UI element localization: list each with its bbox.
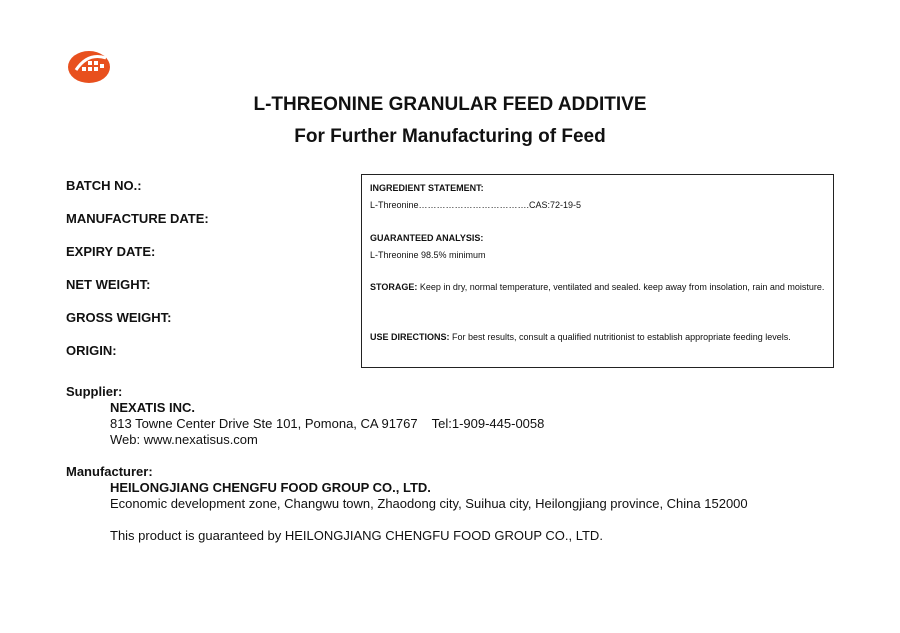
info-box xyxy=(361,174,834,368)
storage-label: STORAGE: xyxy=(370,282,418,292)
guarantee-statement: This product is guaranteed by HEILONGJIANG CHENGFU FOOD GROUP CO., LTD. xyxy=(110,528,603,543)
company-logo-icon xyxy=(66,46,114,86)
expiry-date-label: EXPIRY DATE: xyxy=(66,244,156,259)
batch-no-label: BATCH NO.: xyxy=(66,178,142,193)
manufacturer-name: HEILONGJIANG CHENGFU FOOD GROUP CO., LTD. xyxy=(110,480,431,495)
page-subtitle: For Further Manufacturing of Feed xyxy=(294,126,606,147)
directions-text: For best results, consult a qualified nutritionist to establish appropriate feeding levels. xyxy=(452,332,791,342)
supplier-tel: Tel:1-909-445-0058 xyxy=(431,416,545,431)
manufacturer-heading: Manufacturer: xyxy=(66,464,153,479)
ingredient-line: L-Threonine……………………………….CAS:72-19-5 xyxy=(370,200,582,210)
storage-text: Keep in dry, normal temperature, ventilated and sealed. keep away from insolation, rain and moisture. xyxy=(419,282,825,292)
supplier-address: 813 Towne Center Drive Ste 101, Pomona, CA 91767 xyxy=(110,416,418,431)
origin-label: ORIGIN: xyxy=(66,343,117,358)
manufacturer-address: Economic development zone, Changwu town, Zhaodong city, Suihua city, Heilongjiang province, China 152000 xyxy=(110,496,748,511)
supplier-name: NEXATIS INC. xyxy=(110,400,195,415)
directions-block xyxy=(370,329,825,345)
supplier-heading: Supplier: xyxy=(66,384,123,399)
gross-weight-label: GROSS WEIGHT: xyxy=(66,310,172,325)
ingredient-heading: INGREDIENT STATEMENT: xyxy=(370,183,484,193)
directions-label: USE DIRECTIONS: xyxy=(370,332,450,342)
page-title: L-THREONINE GRANULAR FEED ADDITIVE xyxy=(253,94,647,115)
storage-block xyxy=(370,279,825,295)
supplier-web: Web: www.nexatisus.com xyxy=(110,432,258,447)
analysis-heading: GUARANTEED ANALYSIS: xyxy=(370,233,484,243)
net-weight-label: NET WEIGHT: xyxy=(66,277,151,292)
manufacture-date-label: MANUFACTURE DATE: xyxy=(66,211,209,226)
analysis-line: L-Threonine 98.5% minimum xyxy=(370,250,486,260)
supplier-address-line xyxy=(110,416,544,431)
